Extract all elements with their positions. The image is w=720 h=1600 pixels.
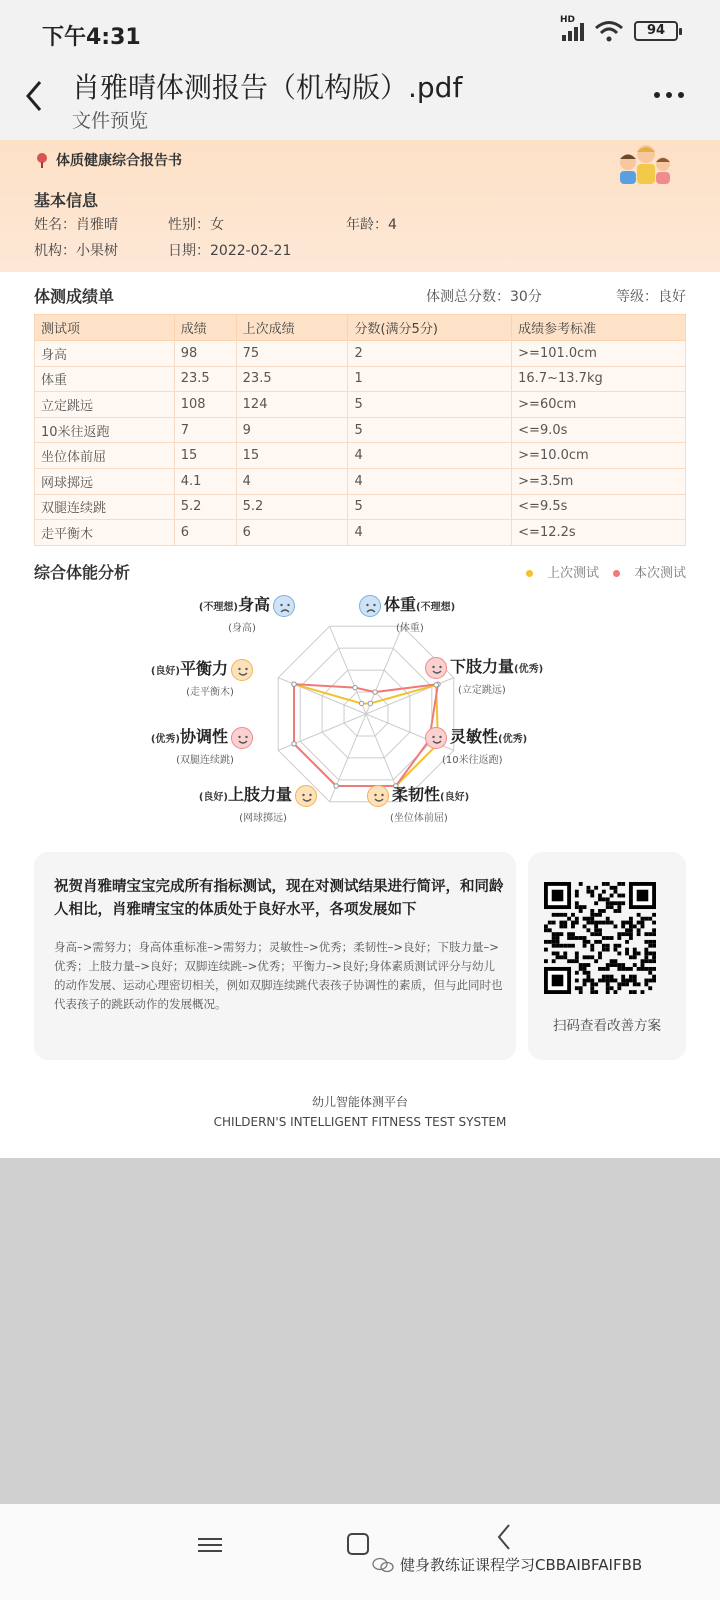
wifi-icon	[594, 20, 624, 42]
analysis-heading: 综合体能分析	[34, 563, 131, 582]
table-cell: 走平衡木	[35, 520, 175, 546]
table-cell: 4	[236, 468, 348, 494]
column-header: 上次成绩	[236, 315, 348, 341]
legend-last: 上次测试	[526, 562, 599, 581]
qr-card[interactable]	[528, 852, 686, 1060]
table-cell: 15	[174, 443, 236, 469]
clock: 下午4:31	[42, 25, 141, 50]
sad-face-icon	[273, 595, 295, 617]
table-cell: 15	[236, 443, 348, 469]
battery-icon: 94	[634, 21, 678, 41]
table-cell: 10米往返跑	[35, 417, 175, 443]
system-nav-bar	[0, 1504, 720, 1600]
info-org: 机构：小果树	[34, 243, 118, 259]
radar-point	[368, 701, 372, 705]
home-button[interactable]	[347, 1533, 369, 1555]
table-cell: 7	[174, 417, 236, 443]
table-row	[35, 392, 686, 418]
column-header: 分数(满分5分)	[348, 315, 512, 341]
axis-label-balance: (良好)平衡力 (走平衡木)	[144, 656, 256, 698]
column-header: 成绩	[174, 315, 236, 341]
basic-info-heading: 基本信息	[34, 191, 99, 210]
table-body	[35, 341, 686, 546]
footer-cn: 幼儿智能体测平台	[311, 1095, 408, 1109]
table-cell: <=9.0s	[512, 417, 686, 443]
table-cell: >=3.5m	[512, 468, 686, 494]
table-cell: 坐位体前屈	[35, 443, 175, 469]
radar-point	[292, 682, 296, 686]
more-dots-icon	[652, 80, 686, 110]
table-cell: 4	[348, 520, 512, 546]
total-score: 体测总分数：30分	[426, 289, 542, 305]
summary-detail: 身高–>需努力；身高体重标准–>需努力；灵敏性–>优秀；柔韧性–>良好；下肢力量–>优秀；上肢力量–>良好；双脚连续跳–>优秀；平衡力–>良好;身体素质测试评分与幼儿的动作发展、运动心理密切相关，例如双脚连续跳代表孩子协调性的素质，但与此同时也代表孩子的跳跃动作的发展概况。	[54, 940, 503, 1011]
axis-label-height: (不理想)身高 (身高)	[180, 592, 298, 634]
happy-face-icon	[425, 727, 447, 749]
table-cell: >=101.0cm	[512, 341, 686, 367]
info-date: 日期：2022-02-21	[168, 243, 292, 259]
grade-level: 等级：良好	[616, 289, 686, 305]
table-cell: 16.7~13.7kg	[512, 366, 686, 392]
table-cell: 23.5	[236, 366, 348, 392]
file-subtitle: 文件预览	[72, 110, 149, 132]
pdf-page[interactable]	[0, 140, 720, 1158]
watermark-text: 健身教练证课程学习CBBAIBFAIFBB	[400, 1556, 643, 1574]
table-cell: 5.2	[236, 494, 348, 520]
table-cell: 108	[174, 392, 236, 418]
sad-face-icon	[359, 595, 381, 617]
nav-back-icon	[495, 1522, 513, 1552]
recent-apps-button[interactable]	[198, 1534, 222, 1556]
table-row	[35, 520, 686, 546]
analysis-header	[34, 560, 686, 582]
axis-label-coord: (优秀)协调性 (双腿连续跳)	[144, 724, 256, 766]
table-cell: 5	[348, 392, 512, 418]
viewer-background	[0, 1158, 720, 1504]
table-cell: 9	[236, 417, 348, 443]
table-cell: 98	[174, 341, 236, 367]
axis-label-flex: 柔韧性(良好) (坐位体前屈)	[364, 782, 494, 824]
good-face-icon	[231, 659, 253, 681]
table-row	[35, 366, 686, 392]
axis-label-agility: 灵敏性(优秀) (10米往返跑)	[422, 724, 562, 766]
back-button[interactable]	[22, 78, 52, 118]
brand-text: 体质健康综合报告书	[56, 153, 182, 169]
network-type: HD	[560, 15, 576, 25]
table-cell: 4.1	[174, 468, 236, 494]
table-cell: 身高	[35, 341, 175, 367]
info-name: 姓名：肖雅晴	[34, 217, 118, 233]
app-bar	[0, 64, 720, 140]
report-brand	[34, 150, 182, 170]
table-cell: 4	[348, 443, 512, 469]
summary-card	[34, 852, 516, 1060]
status-bar	[0, 0, 720, 64]
table-cell: 1	[348, 366, 512, 392]
axis-label-upper: (良好)上肢力量 (网球掷远)	[186, 782, 320, 824]
report-header	[0, 140, 720, 272]
table-header-row	[35, 315, 686, 341]
table-cell: 立定跳远	[35, 392, 175, 418]
good-face-icon	[295, 785, 317, 807]
column-header: 测试项	[35, 315, 175, 341]
radar-point	[353, 685, 357, 689]
table-cell: 124	[236, 392, 348, 418]
good-face-icon	[367, 785, 389, 807]
report-footer	[0, 1092, 720, 1132]
table-row	[35, 468, 686, 494]
qr-label: 扫码查看改善方案	[553, 1018, 661, 1034]
table-cell: 双腿连续跳	[35, 494, 175, 520]
table-row	[35, 494, 686, 520]
more-menu-button[interactable]	[652, 80, 686, 117]
table-cell: 5	[348, 417, 512, 443]
table-row	[35, 341, 686, 367]
happy-face-icon	[425, 657, 447, 679]
radar-point	[359, 701, 363, 705]
children-illustration-icon	[614, 142, 674, 186]
happy-face-icon	[231, 727, 253, 749]
table-row	[35, 417, 686, 443]
score-heading: 体测成绩单	[34, 287, 115, 306]
legend-this: 本次测试	[613, 562, 686, 581]
axis-label-weight: 体重(不理想) (体重)	[356, 592, 486, 634]
wechat-icon	[372, 1557, 394, 1573]
table-cell: 75	[236, 341, 348, 367]
table-cell: 5	[348, 494, 512, 520]
table-cell: >=60cm	[512, 392, 686, 418]
score-header	[34, 284, 686, 308]
column-header: 成绩参考标准	[512, 315, 686, 341]
table-cell: 6	[174, 520, 236, 546]
table-cell: >=10.0cm	[512, 443, 686, 469]
table-cell: <=9.5s	[512, 494, 686, 520]
table-cell: 网球掷远	[35, 468, 175, 494]
axis-label-lower: 下肢力量(优秀) (立定跳远)	[422, 654, 562, 696]
back-arrow-icon	[22, 78, 46, 114]
tree-logo-icon	[34, 152, 50, 168]
radar-point	[292, 742, 296, 746]
summary-headline: 祝贺肖雅晴宝宝完成所有指标测试，现在对测试结果进行简评，和同龄人相比，肖雅晴宝宝的体质处于良好水平，各项发展如下	[54, 879, 504, 918]
file-title: 肖雅晴体测报告（机构版）.pdf	[72, 71, 463, 104]
footer-en: CHILDERN'S INTELLIGENT FITNESS TEST SYSTEM	[213, 1115, 507, 1129]
signal-icon	[560, 15, 584, 41]
radar-point	[373, 690, 377, 694]
table-cell: 5.2	[174, 494, 236, 520]
score-table	[34, 314, 686, 546]
table-cell: 体重	[35, 366, 175, 392]
qr-code-icon[interactable]	[544, 882, 656, 994]
watermark	[372, 1554, 642, 1575]
table-cell: 2	[348, 341, 512, 367]
table-cell: 6	[236, 520, 348, 546]
table-cell: 23.5	[174, 366, 236, 392]
radar-legend	[526, 562, 686, 581]
info-gender: 性别：女	[168, 217, 224, 233]
status-icons	[560, 15, 678, 42]
table-row	[35, 443, 686, 469]
radar-point	[334, 784, 338, 788]
table-cell: 4	[348, 468, 512, 494]
table-cell: <=12.2s	[512, 520, 686, 546]
info-age: 年龄：4	[346, 217, 397, 233]
